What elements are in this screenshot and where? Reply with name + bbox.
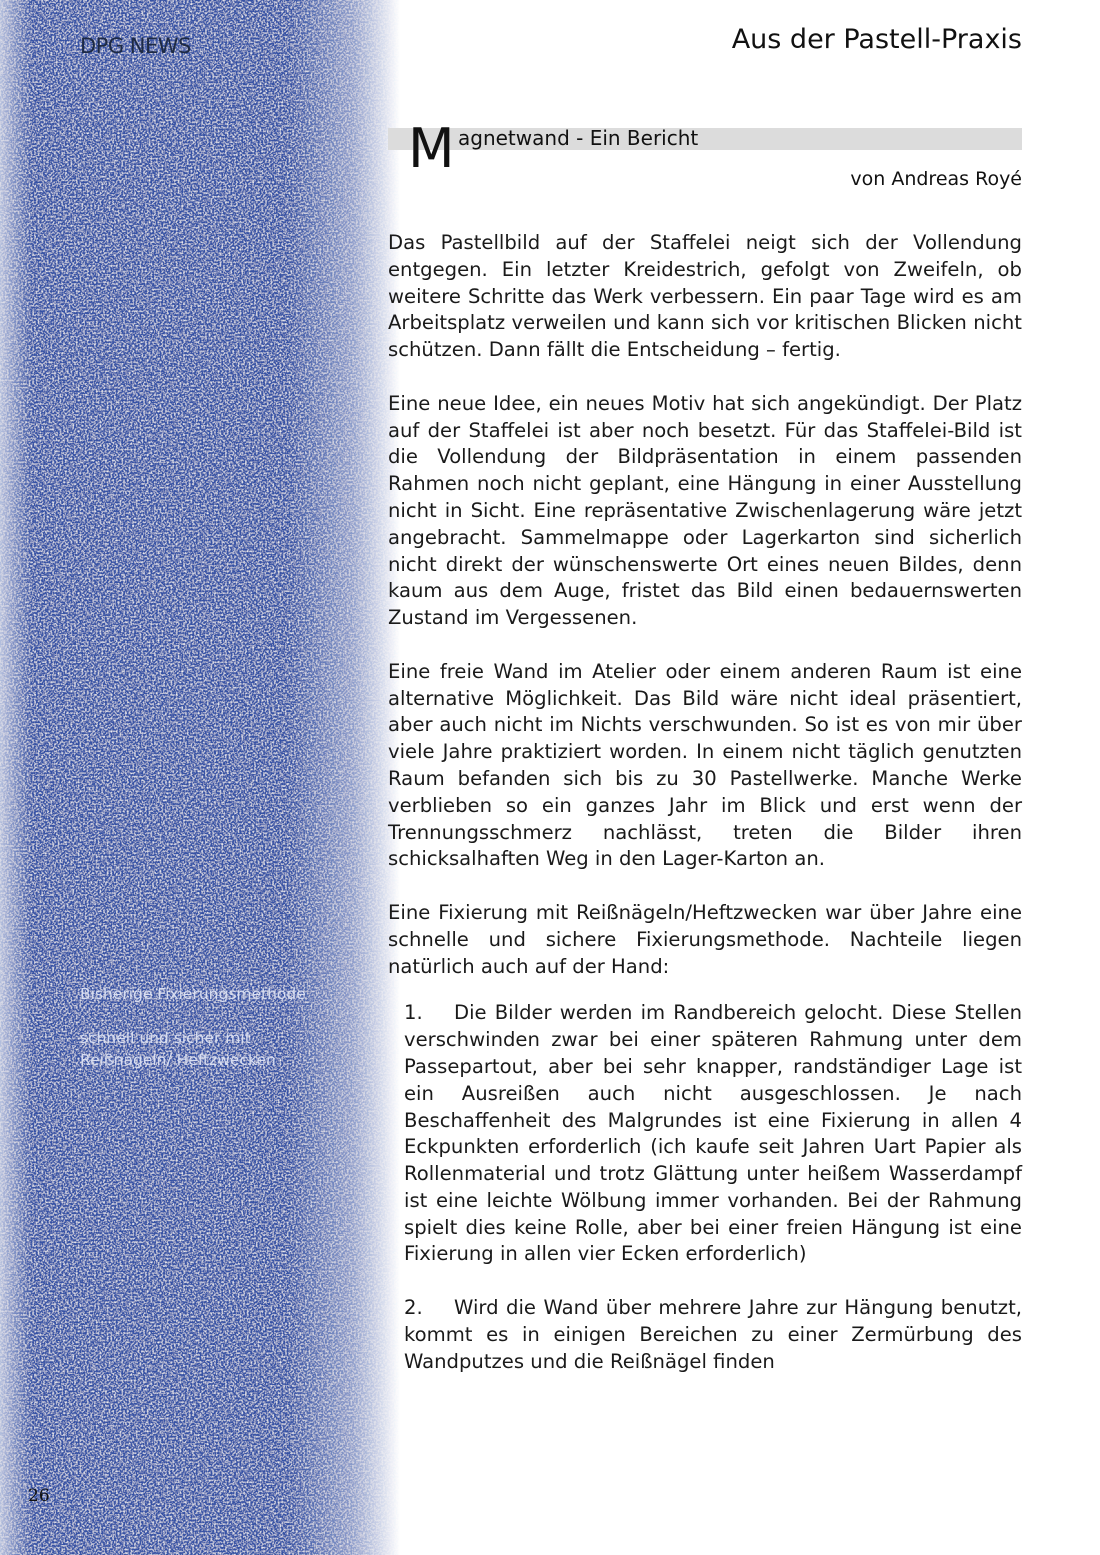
list-item-text: Wird die Wand über mehrere Jahre zur Hängung benutzt, kommt es in einigen Bereichen zu einer Zermürbung des Wandputzes und die Reißnägel finden (404, 1296, 1022, 1373)
paragraph: Das Pastellbild auf der Staffelei neigt sich der Vollendung entgegen. Ein letzter Kreidestrich, gefolgt von Zweifeln, ob weitere Schritte das Werk verbessern. Ein paar Tage wird es am Arbeitsplatz verweilen und kann sich vor kritischen Blicken nicht schützen. Dann fällt die Entscheidung – fertig. (388, 231, 1022, 362)
title-drop-cap: M (408, 117, 455, 180)
list-item (404, 1000, 1022, 1268)
article-body (388, 230, 1022, 1402)
list-item-text: Die Bilder werden im Randbereich gelocht. Diese Stellen verschwinden zwar bei einer späteren Rahmung unter dem Passepartout, aber bei sehr knapper, randständiger Lage ist ein Ausreißen auch nicht ausgeschlossen. Je nach Beschaffenheit des Malgrundes ist eine Fixierung in allen 4 Eckpunkten erforderlich (ich kaufe seit Jahren Uart Papier als Rollenmaterial und trotz Glättung unter heißem Wasserdampf ist eine leichte Wölbung immer vorhanden. Bei der Rahmung spielt dies keine Rolle, aber bei einer freien Hängung ist eine Fixierung in allen vier Ecken erforderlich) (404, 1001, 1022, 1266)
caption-line: Bisherige Fixierungsmethode (80, 985, 306, 1003)
page-number: 26 (28, 1486, 50, 1506)
list-item-number: 2. (404, 1296, 423, 1320)
paragraph: Eine Fixierung mit Reißnägeln/Heftzwecken war über Jahre eine schnelle und sichere Fixierungsmethode. Nachteile liegen natürlich auch auf der Hand: (388, 900, 1022, 978)
byline: von Andreas Royé (850, 168, 1022, 190)
list-item-number: 1. (404, 1001, 423, 1025)
list-item (404, 1295, 1022, 1375)
section-title: Aus der Pastell-Praxis (731, 24, 1022, 55)
paragraph: Eine neue Idee, ein neues Motiv hat sich angekündigt. Der Platz auf der Staffelei ist aber noch besetzt. Für das Staffelei-Bild ist die Vollendung der Bildpräsentation in einem passenden Rahmen noch nicht geplant, eine Hängung in einer Ausstellung nicht in Sicht. Eine repräsentative Zwischenlagerung wäre jetzt angebracht. Sammelmappe oder Lagerkarton sind sicherlich nicht direkt der wünschenswerte Ort eines neuen Bildes, denn kaum aus dem Auge, fristet das Bild einen bedauernswerten Zustand im Vergessenen. (388, 391, 1022, 630)
paragraph: Eine freie Wand im Atelier oder einem anderen Raum ist eine alternative Möglichkeit. Das Bild wäre nicht ideal präsentiert, aber auch nicht im Nichts verschwunden. So ist es von mir über viele Jahre praktiziert worden. In einem nicht täglich genutzten Raum befanden sich bis zu 30 Pastellwerke. Manche Werke verblieben so ein ganzes Jahr im Blick und erst wenn der Trennungsschmerz nachlässt, treten die Bilder ihren schicksalhaften Weg in den Lager-Karton an. (388, 659, 1022, 871)
numbered-list (404, 1000, 1022, 1375)
caption-line: schnell und sicher mit Reißnägeln/ Heftzwecken (80, 1029, 276, 1069)
article-title: agnetwand - Ein Bericht (458, 126, 699, 150)
magazine-name: DPG NEWS (80, 34, 191, 58)
sidebar-color-band (0, 0, 400, 1555)
sidebar-caption (80, 983, 340, 1071)
